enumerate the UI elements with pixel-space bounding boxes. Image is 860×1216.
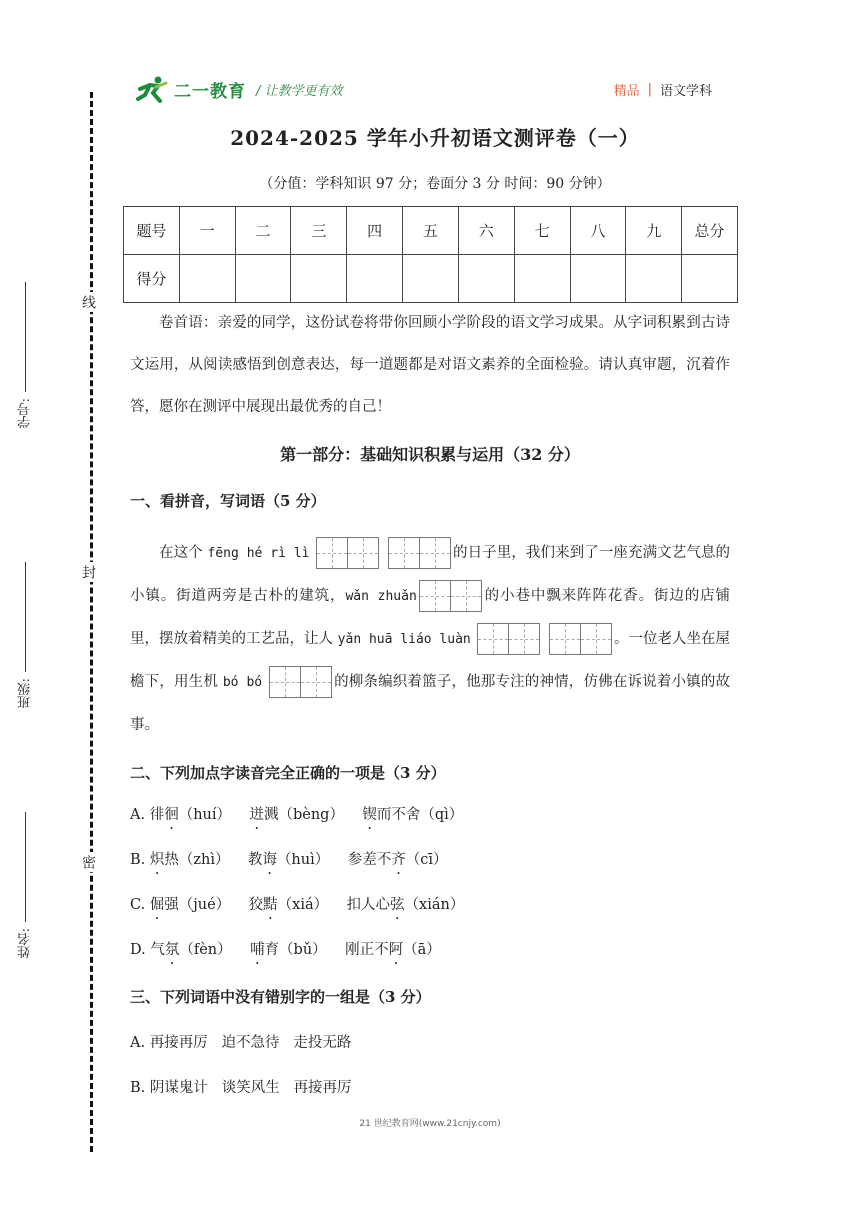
q1-text: 在这个 — [159, 545, 208, 561]
q2-option-d[interactable] — [130, 938, 441, 959]
score-table-header-row — [124, 207, 738, 255]
option-text: （xiá） 扣人心 — [277, 897, 391, 913]
score-col: 八 — [570, 207, 626, 255]
option-text: 而不舍（qì） — [376, 807, 464, 823]
student-id-line — [25, 282, 26, 392]
page-footer: 21 世纪教育网(www.21cnjy.com) — [359, 1119, 501, 1129]
option-text: 阴谋鬼计 谈笑风生 再接再厉 — [149, 1080, 352, 1096]
answer-grid[interactable] — [549, 623, 612, 655]
q1-pinyin: bó bó — [222, 675, 263, 690]
option-text: （fèn） — [179, 942, 251, 958]
q1-pinyin: yǎn huā liáo luàn — [337, 632, 471, 647]
option-text: （ā） — [403, 942, 441, 958]
q1-pinyin: wǎn zhuǎn — [345, 589, 417, 604]
name-line — [25, 812, 26, 922]
q1-pinyin: fēng hé rì lì — [207, 546, 310, 561]
answer-grid[interactable] — [269, 666, 332, 698]
score-col: 七 — [514, 207, 570, 255]
option-text: 育（bǔ） 刚正不 — [264, 942, 389, 958]
q1-text: 的日子里，我们来到了一座充满文艺气息的小镇。街道两旁是古朴的建筑， — [130, 545, 731, 604]
brand-name: 二一教育 — [174, 81, 246, 102]
score-col: 一 — [179, 207, 235, 255]
score-cell[interactable] — [626, 255, 682, 303]
class-line — [25, 562, 26, 672]
option-text: 再接再厉 迫不急待 走投无路 — [149, 1035, 352, 1051]
dotted-char: 炽 — [149, 852, 165, 868]
answer-grid[interactable] — [388, 537, 451, 569]
q3-option-a[interactable] — [130, 1031, 351, 1052]
brand-slogan: / 让教学更有效 — [256, 83, 343, 99]
preface-text: 卷首语：亲爱的同学，这份试卷将带你回顾小学阶段的语文学习成果。从字词积累到古诗文运用，从阅读感悟到创意表达，每一道题都是对语文素养的全面检验。请认真审题，沉着作答，愿你在测评中展现出最优秀的自己！ — [130, 315, 730, 415]
binding-char-feng: 封 — [78, 562, 98, 582]
score-table-score-row — [124, 255, 738, 303]
score-cell[interactable] — [347, 255, 403, 303]
score-col: 二 — [235, 207, 291, 255]
score-cell[interactable] — [570, 255, 626, 303]
q2-option-c[interactable] — [130, 893, 464, 914]
runner-logo-icon — [136, 75, 170, 103]
q2-option-b[interactable] — [130, 848, 447, 869]
subject-label: 语文学科 — [659, 84, 712, 99]
exam-title: 2024-2025 学年小升初语文测评卷（一） — [230, 126, 640, 150]
option-text: 热（zhì） 教 — [164, 852, 263, 868]
option-text: （xián） — [404, 897, 465, 913]
binding-char-mi: 密 — [78, 852, 98, 872]
dotted-char: 哺 — [250, 942, 265, 958]
q3-option-b[interactable] — [130, 1076, 352, 1097]
option-letter: C. — [130, 897, 146, 913]
option-letter: B. — [130, 852, 146, 868]
option-text: 强（jué） 狡 — [164, 897, 264, 913]
score-cell[interactable] — [179, 255, 235, 303]
score-cell[interactable] — [403, 255, 459, 303]
score-col: 九 — [626, 207, 682, 255]
part1-heading: 第一部分：基础知识积累与运用（32 分） — [280, 445, 580, 464]
option-text: （cī） — [405, 852, 448, 868]
score-col: 四 — [347, 207, 403, 255]
q1-text: 的小巷中飘来阵阵花香。街边的店铺里，摆放着精美的工艺品，让人 — [130, 588, 731, 647]
dotted-char: 齐 — [391, 852, 406, 868]
q1-heading: 一、看拼音，写词语（5 分） — [130, 492, 326, 510]
option-text: （huí） — [178, 807, 250, 823]
dotted-char: 迸 — [249, 807, 264, 823]
q2-option-a[interactable] — [130, 803, 463, 824]
option-text: 溅（bèng） — [263, 807, 363, 823]
dotted-char: 倔 — [149, 897, 165, 913]
score-cell[interactable] — [458, 255, 514, 303]
option-text: 气 — [150, 942, 165, 958]
answer-grid[interactable] — [477, 623, 540, 655]
score-table-header-label: 题号 — [124, 207, 180, 255]
dotted-char: 徊 — [164, 807, 179, 823]
option-letter: D. — [130, 942, 146, 958]
option-letter: A. — [130, 807, 146, 823]
q1-text: 的柳条编织着篮子，他那专注的神情，仿佛在诉说着小镇的故事。 — [130, 674, 731, 733]
binding-dashed-line — [90, 92, 93, 1152]
option-text: （huì） 参差不 — [276, 852, 392, 868]
dotted-char: 诲 — [262, 852, 277, 868]
q3-heading: 三、下列词语中没有错别字的一组是（3 分） — [130, 988, 431, 1006]
class-label: 班级: — [18, 678, 33, 709]
exam-subtitle: （分值：学科知识 97 分；卷面分 3 分 时间：90 分钟） — [259, 176, 611, 192]
score-cell[interactable] — [235, 255, 291, 303]
student-id-label: 学号: — [18, 398, 33, 429]
student-id-field[interactable] — [16, 282, 35, 428]
brand-logo — [136, 74, 376, 104]
class-field[interactable] — [16, 562, 35, 708]
quality-tag: 精品 — [613, 84, 640, 99]
score-col: 三 — [291, 207, 347, 255]
answer-grid[interactable] — [316, 537, 379, 569]
dotted-char: 弦 — [390, 897, 405, 913]
score-col: 五 — [403, 207, 459, 255]
dotted-char: 黠 — [263, 897, 278, 913]
score-cell-total[interactable] — [682, 255, 738, 303]
dotted-char: 阿 — [388, 942, 404, 958]
subject-tag — [614, 80, 712, 99]
name-field[interactable] — [16, 812, 35, 958]
tag-separator: | — [647, 82, 652, 97]
name-label: 姓名: — [18, 928, 33, 959]
q2-heading: 二、下列加点字读音完全正确的一项是（3 分） — [130, 764, 446, 782]
option-letter: B. — [130, 1080, 146, 1096]
q1-text: 。一位老人坐在屋檐下，用生机 — [130, 631, 731, 690]
dotted-char: 氛 — [164, 942, 180, 958]
score-col-total: 总分 — [682, 207, 738, 255]
q1-passage — [130, 532, 730, 746]
score-col: 六 — [458, 207, 514, 255]
score-cell[interactable] — [514, 255, 570, 303]
binding-char-xian: 线 — [78, 292, 98, 312]
option-letter: A. — [130, 1035, 146, 1051]
score-row-label: 得分 — [124, 255, 180, 303]
option-text: 徘 — [149, 807, 165, 823]
dotted-char: 锲 — [362, 807, 377, 823]
answer-grid[interactable] — [419, 580, 482, 612]
score-cell[interactable] — [291, 255, 347, 303]
score-table — [123, 206, 738, 303]
